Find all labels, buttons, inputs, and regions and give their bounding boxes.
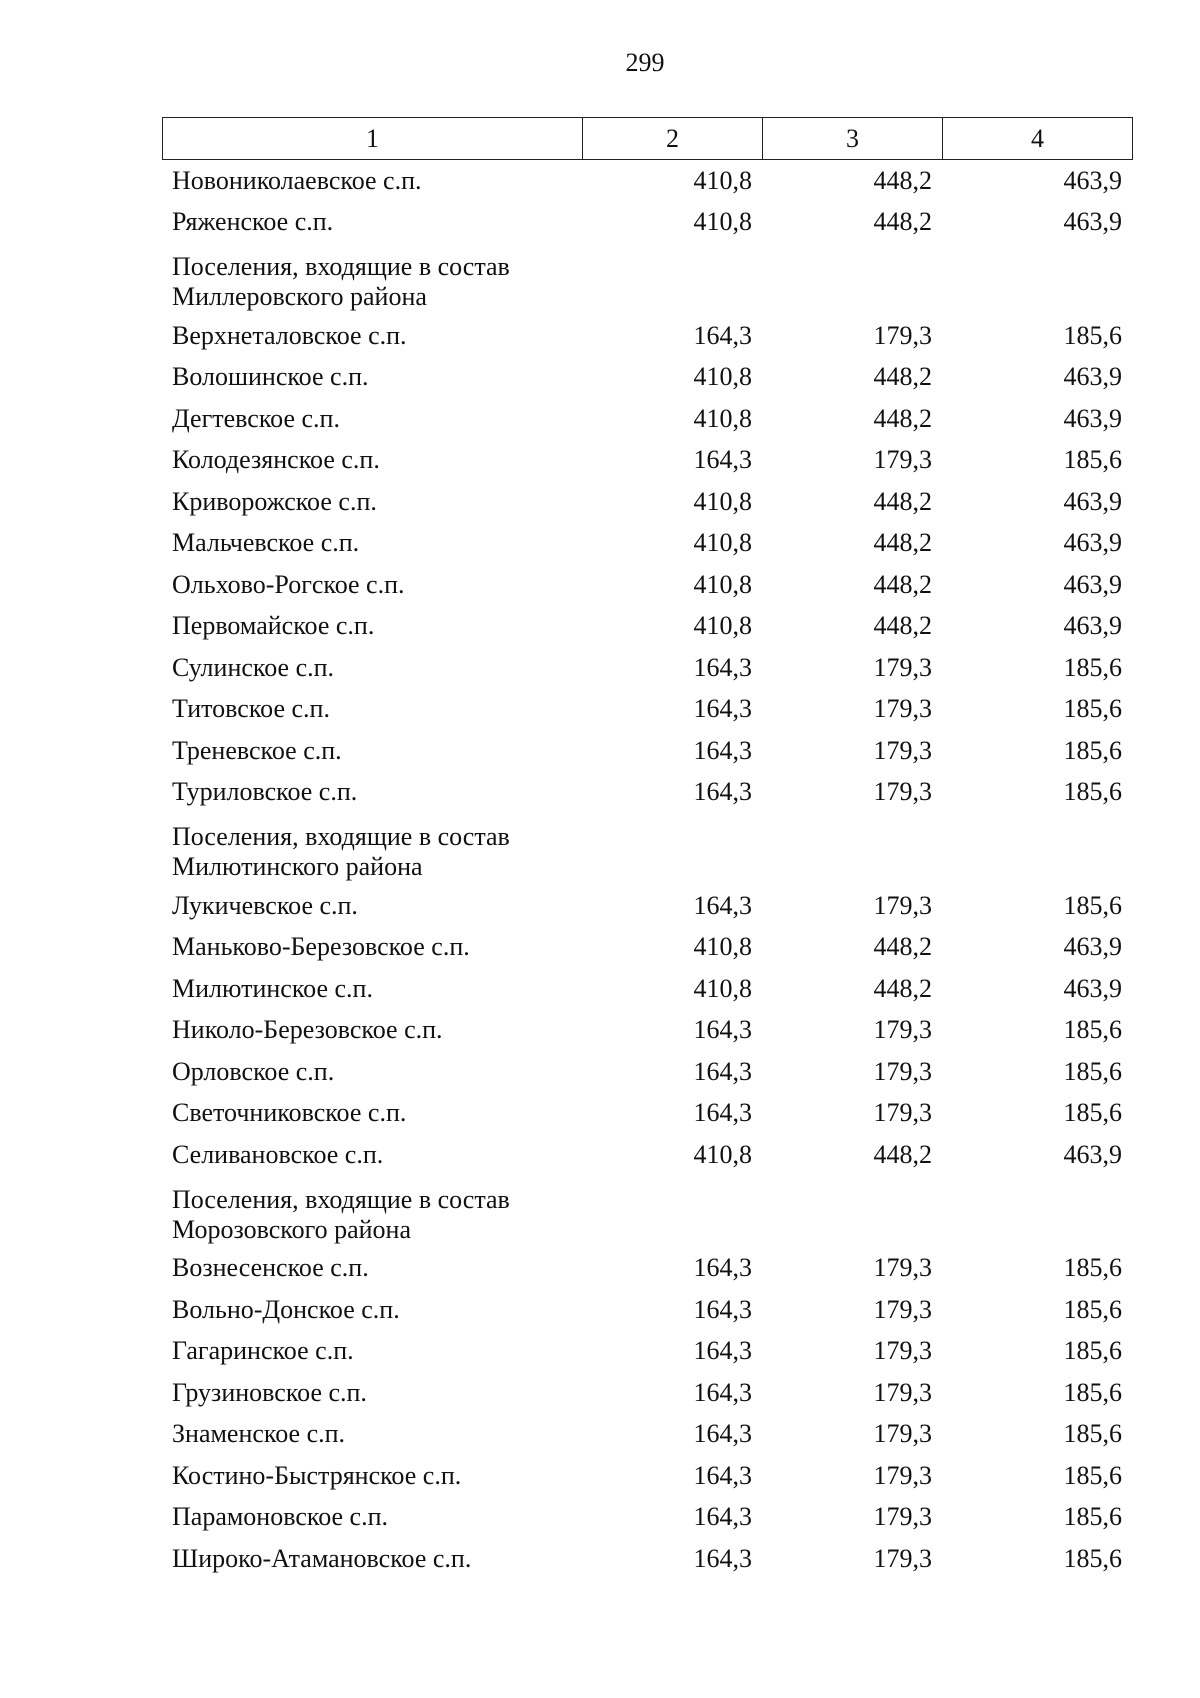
value-col-3: 179,3 [873, 1377, 932, 1407]
table-row [162, 647, 1132, 689]
table-row [162, 1010, 1132, 1052]
value-col-3: 448,2 [873, 611, 932, 641]
group-heading [162, 1185, 1132, 1245]
value-col-4: 463,9 [1063, 528, 1122, 558]
group-heading-line-1: Поселения, входящие в состав [172, 252, 510, 281]
value-col-3: 179,3 [873, 1336, 932, 1366]
value-col-2: 164,3 [693, 890, 752, 920]
value-col-3: 179,3 [873, 1015, 932, 1045]
value-col-3: 448,2 [873, 362, 932, 392]
table-row [162, 885, 1132, 927]
settlement-name: Селивановское с.п. [172, 1139, 384, 1169]
settlement-name: Дегтевское с.п. [172, 403, 340, 433]
value-col-2: 164,3 [693, 1253, 752, 1283]
value-col-3: 179,3 [873, 694, 932, 724]
column-header-4: 4 [943, 118, 1133, 160]
value-col-3: 448,2 [873, 207, 932, 237]
settlement-name: Николо-Березовское с.п. [172, 1015, 443, 1045]
settlement-name: Сулинское с.п. [172, 652, 335, 682]
value-col-4: 463,9 [1063, 207, 1122, 237]
value-col-4: 463,9 [1063, 569, 1122, 599]
value-col-2: 410,8 [693, 569, 752, 599]
value-col-3: 448,2 [873, 973, 932, 1003]
table-row [162, 927, 1132, 969]
table-body [162, 160, 1132, 1580]
value-col-3: 179,3 [873, 1098, 932, 1128]
group-heading-line-1: Поселения, входящие в состав [172, 1184, 510, 1214]
value-col-3: 179,3 [873, 652, 932, 682]
value-col-3: 448,2 [873, 569, 932, 599]
table-row [162, 1134, 1132, 1176]
table-row [162, 523, 1132, 565]
settlement-name: Широко-Атамановское с.п. [172, 1543, 472, 1573]
table-row [162, 160, 1132, 202]
value-col-3: 179,3 [873, 1419, 932, 1449]
settlement-name: Гагаринское с.п. [172, 1336, 354, 1366]
value-col-4: 185,6 [1063, 1460, 1122, 1490]
settlement-name: Грузиновское с.п. [172, 1377, 367, 1407]
value-col-2: 410,8 [693, 403, 752, 433]
value-col-2: 164,3 [693, 1056, 752, 1086]
settlement-name: Колодезянское с.п. [172, 445, 380, 475]
value-col-4: 463,9 [1063, 611, 1122, 641]
value-col-3: 448,2 [873, 1139, 932, 1169]
value-col-4: 185,6 [1063, 735, 1122, 765]
value-col-2: 164,3 [693, 1015, 752, 1045]
value-col-3: 448,2 [873, 403, 932, 433]
value-col-2: 410,8 [693, 528, 752, 558]
value-col-2: 164,3 [693, 1377, 752, 1407]
table-row [162, 1289, 1132, 1331]
settlement-name: Маньково-Березовское с.п. [172, 932, 470, 962]
value-col-2: 164,3 [693, 735, 752, 765]
settlement-name: Туриловское с.п. [172, 777, 358, 807]
value-col-4: 463,9 [1063, 973, 1122, 1003]
value-col-3: 448,2 [873, 528, 932, 558]
value-col-4: 185,6 [1063, 1015, 1122, 1045]
settlement-name: Ольхово-Рогское с.п. [172, 569, 405, 599]
group-heading-line-2: Морозовского района [172, 1214, 411, 1244]
value-col-2: 164,3 [693, 1419, 752, 1449]
settlement-name: Первомайское с.п. [172, 611, 375, 641]
value-col-4: 185,6 [1063, 1056, 1122, 1086]
settlement-name: Титовское с.п. [172, 694, 330, 724]
column-header-2: 2 [583, 118, 763, 160]
settlement-name: Милютинское с.п. [172, 973, 373, 1003]
value-col-4: 185,6 [1063, 890, 1122, 920]
table-row [162, 1455, 1132, 1497]
group-heading-line-2: Милютинского района [172, 852, 423, 881]
value-col-2: 164,3 [693, 1294, 752, 1324]
group-heading-row [162, 243, 1132, 315]
value-col-4: 463,9 [1063, 362, 1122, 392]
value-col-2: 410,8 [693, 486, 752, 516]
table-row [162, 202, 1132, 244]
settlement-name: Светочниковское с.п. [172, 1098, 407, 1128]
settlement-name: Вознесенское с.п. [172, 1253, 369, 1283]
value-col-2: 410,8 [693, 362, 752, 392]
table-row [162, 315, 1132, 357]
settlement-name: Треневское с.п. [172, 735, 342, 765]
column-header-1: 1 [163, 118, 583, 160]
table-row [162, 1051, 1132, 1093]
settlement-name: Орловское с.п. [172, 1056, 335, 1086]
table-row [162, 1331, 1132, 1373]
value-col-3: 448,2 [873, 486, 932, 516]
value-col-4: 463,9 [1063, 403, 1122, 433]
value-col-4: 185,6 [1063, 320, 1122, 350]
value-col-3: 179,3 [873, 1543, 932, 1573]
settlement-name: Волошинское с.п. [172, 362, 369, 392]
value-col-3: 179,3 [873, 1502, 932, 1532]
value-col-3: 179,3 [873, 1253, 932, 1283]
value-col-4: 185,6 [1063, 1253, 1122, 1283]
value-col-3: 179,3 [873, 1460, 932, 1490]
settlement-name: Вольно-Донское с.п. [172, 1294, 400, 1324]
table-row [162, 1538, 1132, 1580]
table-row [162, 1372, 1132, 1414]
value-col-2: 410,8 [693, 1139, 752, 1169]
group-heading-row [162, 1176, 1132, 1248]
value-col-2: 164,3 [693, 1098, 752, 1128]
table-row [162, 730, 1132, 772]
value-col-4: 185,6 [1063, 1294, 1122, 1324]
settlement-name: Лукичевское с.п. [172, 890, 358, 920]
column-header-3: 3 [763, 118, 943, 160]
value-col-2: 164,3 [693, 445, 752, 475]
group-heading [162, 252, 1132, 312]
value-col-2: 410,8 [693, 932, 752, 962]
settlement-name: Новониколаевское с.п. [172, 165, 422, 195]
value-col-2: 410,8 [693, 207, 752, 237]
group-heading-line-2: Миллеровского района [172, 282, 427, 311]
value-col-4: 185,6 [1063, 1502, 1122, 1532]
table-row [162, 1248, 1132, 1290]
table-row [162, 1093, 1132, 1135]
group-heading [162, 822, 1132, 882]
value-col-4: 185,6 [1063, 777, 1122, 807]
table-row [162, 968, 1132, 1010]
value-col-4: 185,6 [1063, 1543, 1122, 1573]
group-heading-line-1: Поселения, входящие в состав [172, 822, 510, 851]
value-col-2: 410,8 [693, 973, 752, 1003]
settlement-name: Ряженское с.п. [172, 207, 334, 237]
value-col-2: 164,3 [693, 694, 752, 724]
value-col-2: 164,3 [693, 320, 752, 350]
table-row [162, 357, 1132, 399]
value-col-2: 164,3 [693, 1336, 752, 1366]
value-col-4: 185,6 [1063, 1377, 1122, 1407]
value-col-3: 179,3 [873, 735, 932, 765]
value-col-4: 185,6 [1063, 694, 1122, 724]
value-col-2: 410,8 [693, 165, 752, 195]
settlement-name: Парамоновское с.п. [172, 1502, 389, 1532]
value-col-3: 179,3 [873, 1294, 932, 1324]
value-col-3: 448,2 [873, 932, 932, 962]
value-col-3: 179,3 [873, 777, 932, 807]
value-col-2: 164,3 [693, 1543, 752, 1573]
value-col-2: 410,8 [693, 611, 752, 641]
value-col-2: 164,3 [693, 777, 752, 807]
table-row [162, 689, 1132, 731]
value-col-4: 185,6 [1063, 445, 1122, 475]
value-col-2: 164,3 [693, 652, 752, 682]
value-col-3: 179,3 [873, 1056, 932, 1086]
table-row [162, 1414, 1132, 1456]
settlement-name: Костино-Быстрянское с.п. [172, 1460, 462, 1490]
value-col-3: 448,2 [873, 165, 932, 195]
value-col-3: 179,3 [873, 890, 932, 920]
value-col-3: 179,3 [873, 445, 932, 475]
value-col-4: 185,6 [1063, 1419, 1122, 1449]
table-row [162, 1497, 1132, 1539]
settlement-name: Верхнеталовское с.п. [172, 320, 407, 350]
settlement-name: Знаменское с.п. [172, 1419, 346, 1449]
value-col-4: 463,9 [1063, 486, 1122, 516]
table-row [162, 440, 1132, 482]
table-row [162, 398, 1132, 440]
value-col-4: 185,6 [1063, 1336, 1122, 1366]
table-row [162, 772, 1132, 814]
value-col-4: 185,6 [1063, 652, 1122, 682]
table-header [162, 117, 1133, 160]
value-col-2: 164,3 [693, 1460, 752, 1490]
settlement-name: Мальчевское с.п. [172, 528, 360, 558]
table-row [162, 564, 1132, 606]
value-col-4: 185,6 [1063, 1098, 1122, 1128]
value-col-3: 179,3 [873, 320, 932, 350]
table-row [162, 606, 1132, 648]
value-col-4: 463,9 [1063, 1139, 1122, 1169]
page-number: 299 [625, 48, 665, 77]
table-row [162, 481, 1132, 523]
group-heading-row [162, 813, 1132, 885]
settlement-name: Криворожское с.п. [172, 486, 377, 516]
value-col-2: 164,3 [693, 1502, 752, 1532]
value-col-4: 463,9 [1063, 165, 1122, 195]
value-col-4: 463,9 [1063, 932, 1122, 962]
